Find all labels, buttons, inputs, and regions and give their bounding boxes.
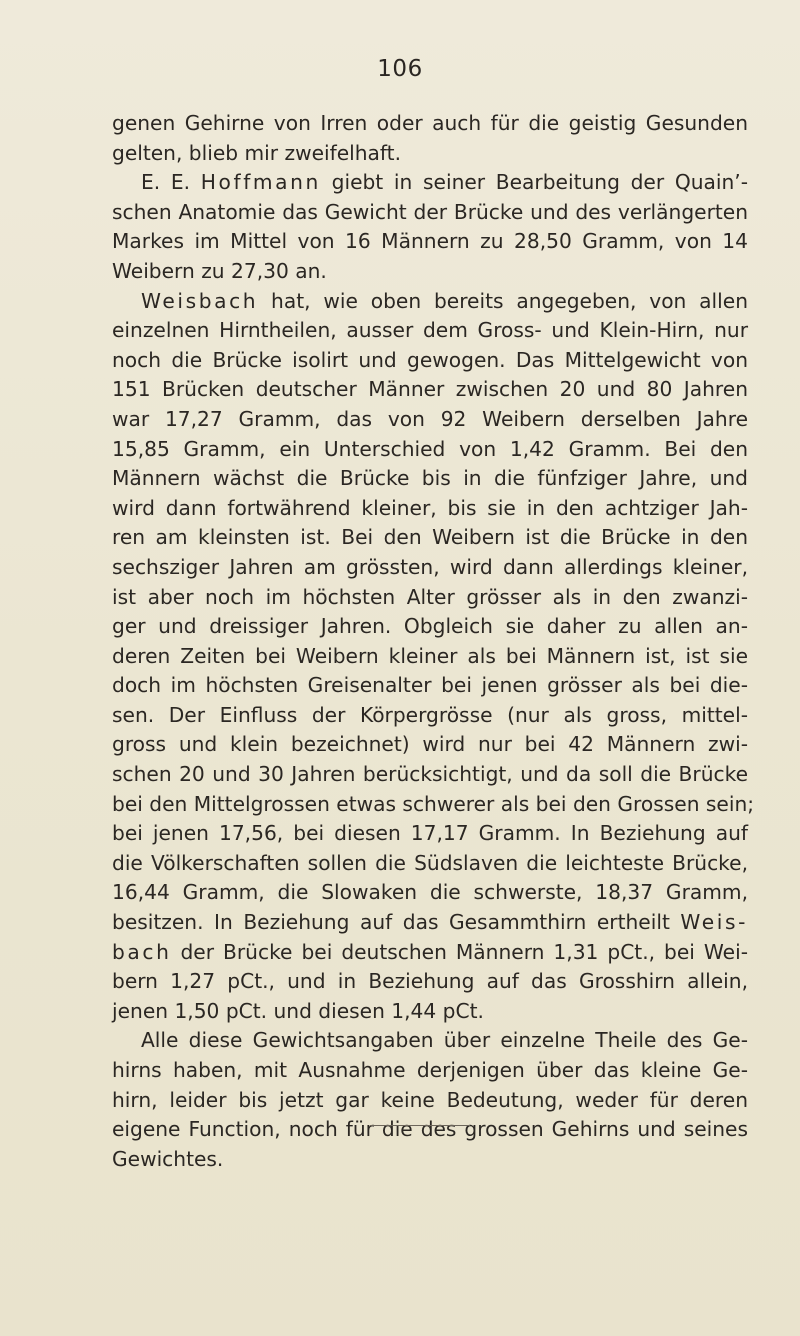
- text-line: wird dann fortwährend kleiner, bis sie in den achtziger Jah-: [112, 495, 748, 520]
- author-name-hoffmann: Hoffmann: [200, 170, 321, 195]
- text-line: jenen 1,50 pCt. und diesen 1,44 pCt.: [112, 998, 484, 1023]
- text-fragment: E. E.: [141, 170, 201, 195]
- author-name-weis: Weis-: [680, 910, 748, 935]
- text-line-weis: [112, 908, 748, 938]
- page-number: 106: [377, 56, 423, 82]
- text-fragment: hat, wie oben bereits angegeben, von allen: [258, 288, 748, 313]
- body-text: [112, 109, 755, 1174]
- text-line: war 17,27 Gramm, das von 92 Weibern derselben Jahre: [112, 406, 748, 431]
- text-line: doch im höchsten Greisenalter bei jenen grösser als bei die-: [112, 673, 748, 698]
- text-line: 15,85 Gramm, ein Unterschied von 1,42 Gramm. Bei den: [112, 436, 748, 461]
- text-line: sechsziger Jahren am grössten, wird dann allerdings kleiner,: [112, 554, 748, 579]
- author-name-weisbach: Weisbach: [141, 288, 259, 313]
- text-line: Männern wächst die Brücke bis in die fünfziger Jahre, und: [112, 466, 748, 491]
- text-fragment: giebt in seiner Bearbeitung der Quain’-: [320, 170, 748, 195]
- text-line: schen Anatomie das Gewicht der Brücke und des verlängerten: [112, 199, 748, 224]
- text-line: ren am kleinsten ist. Bei den Weibern ist die Brücke in den: [112, 525, 748, 550]
- text-line: 16,44 Gramm, die Slowaken die schwerste, 18,37 Gramm,: [112, 880, 748, 905]
- text-line: genen Gehirne von Irren oder auch für die geistig Gesunden: [112, 111, 748, 135]
- text-fragment: der Brücke bei deutschen Männern 1,31 pCt., bei Wei-: [171, 939, 748, 964]
- text-line: bei jenen 17,56, bei diesen 17,17 Gramm. In Beziehung auf: [112, 821, 748, 846]
- text-line: bern 1,27 pCt., und in Beziehung auf das Grosshirn allein,: [112, 969, 748, 994]
- text-line: einzelnen Hirntheilen, ausser dem Gross- und Klein-Hirn, nur: [112, 318, 748, 343]
- text-line: Weibern zu 27,30 an.: [112, 258, 327, 283]
- text-line: ist aber noch im höchsten Alter grösser als in den zwanzi-: [112, 584, 748, 609]
- text-line: noch die Brücke isolirt und gewogen. Das Mittelgewicht von: [112, 347, 748, 372]
- text-line: die Völkerschaften sollen die Südslaven die leichteste Brücke,: [112, 850, 748, 875]
- text-line: sen. Der Einfluss der Körpergrösse (nur als gross, mittel-: [112, 702, 748, 727]
- text-line: Gewichtes.: [112, 1146, 224, 1171]
- text-line-bach: [112, 938, 748, 968]
- text-line: 151 Brücken deutscher Männer zwischen 20 und 80 Jahren: [112, 377, 748, 402]
- author-name-bach: bach: [112, 939, 172, 964]
- section-divider: [370, 1125, 470, 1126]
- text-line: Alle diese Gewichtsangaben über einzelne Theile des Ge-: [141, 1028, 748, 1053]
- text-line: bei den Mittelgrossen etwas schwerer als bei den Grossen sein;: [112, 791, 755, 816]
- text-line: deren Zeiten bei Weibern kleiner als bei Männern ist, ist sie: [112, 643, 748, 668]
- text-line: eigene Function, noch für die des grossen Gehirns und seines: [112, 1117, 748, 1142]
- text-line: schen 20 und 30 Jahren berücksichtigt, und da soll die Brücke: [112, 762, 748, 787]
- text-line: ger und dreissiger Jahren. Obgleich sie daher zu allen an-: [112, 614, 748, 639]
- text-fragment: besitzen. In Beziehung auf das Gesammthirn ertheilt: [112, 910, 681, 935]
- text-line: gelten, blieb mir zweifelhaft.: [112, 140, 402, 165]
- text-line: Markes im Mittel von 16 Männern zu 28,50 Gramm, von 14: [112, 229, 748, 254]
- text-line: hirn, leider bis jetzt gar keine Bedeutung, weder für deren: [112, 1087, 748, 1112]
- text-line: hirns haben, mit Ausnahme derjenigen über das kleine Ge-: [112, 1058, 748, 1082]
- text-line-weisbach: [112, 287, 748, 317]
- text-line-hoffmann: [112, 168, 748, 198]
- text-line: gross und klein bezeichnet) wird nur bei 42 Männern zwi-: [112, 732, 748, 757]
